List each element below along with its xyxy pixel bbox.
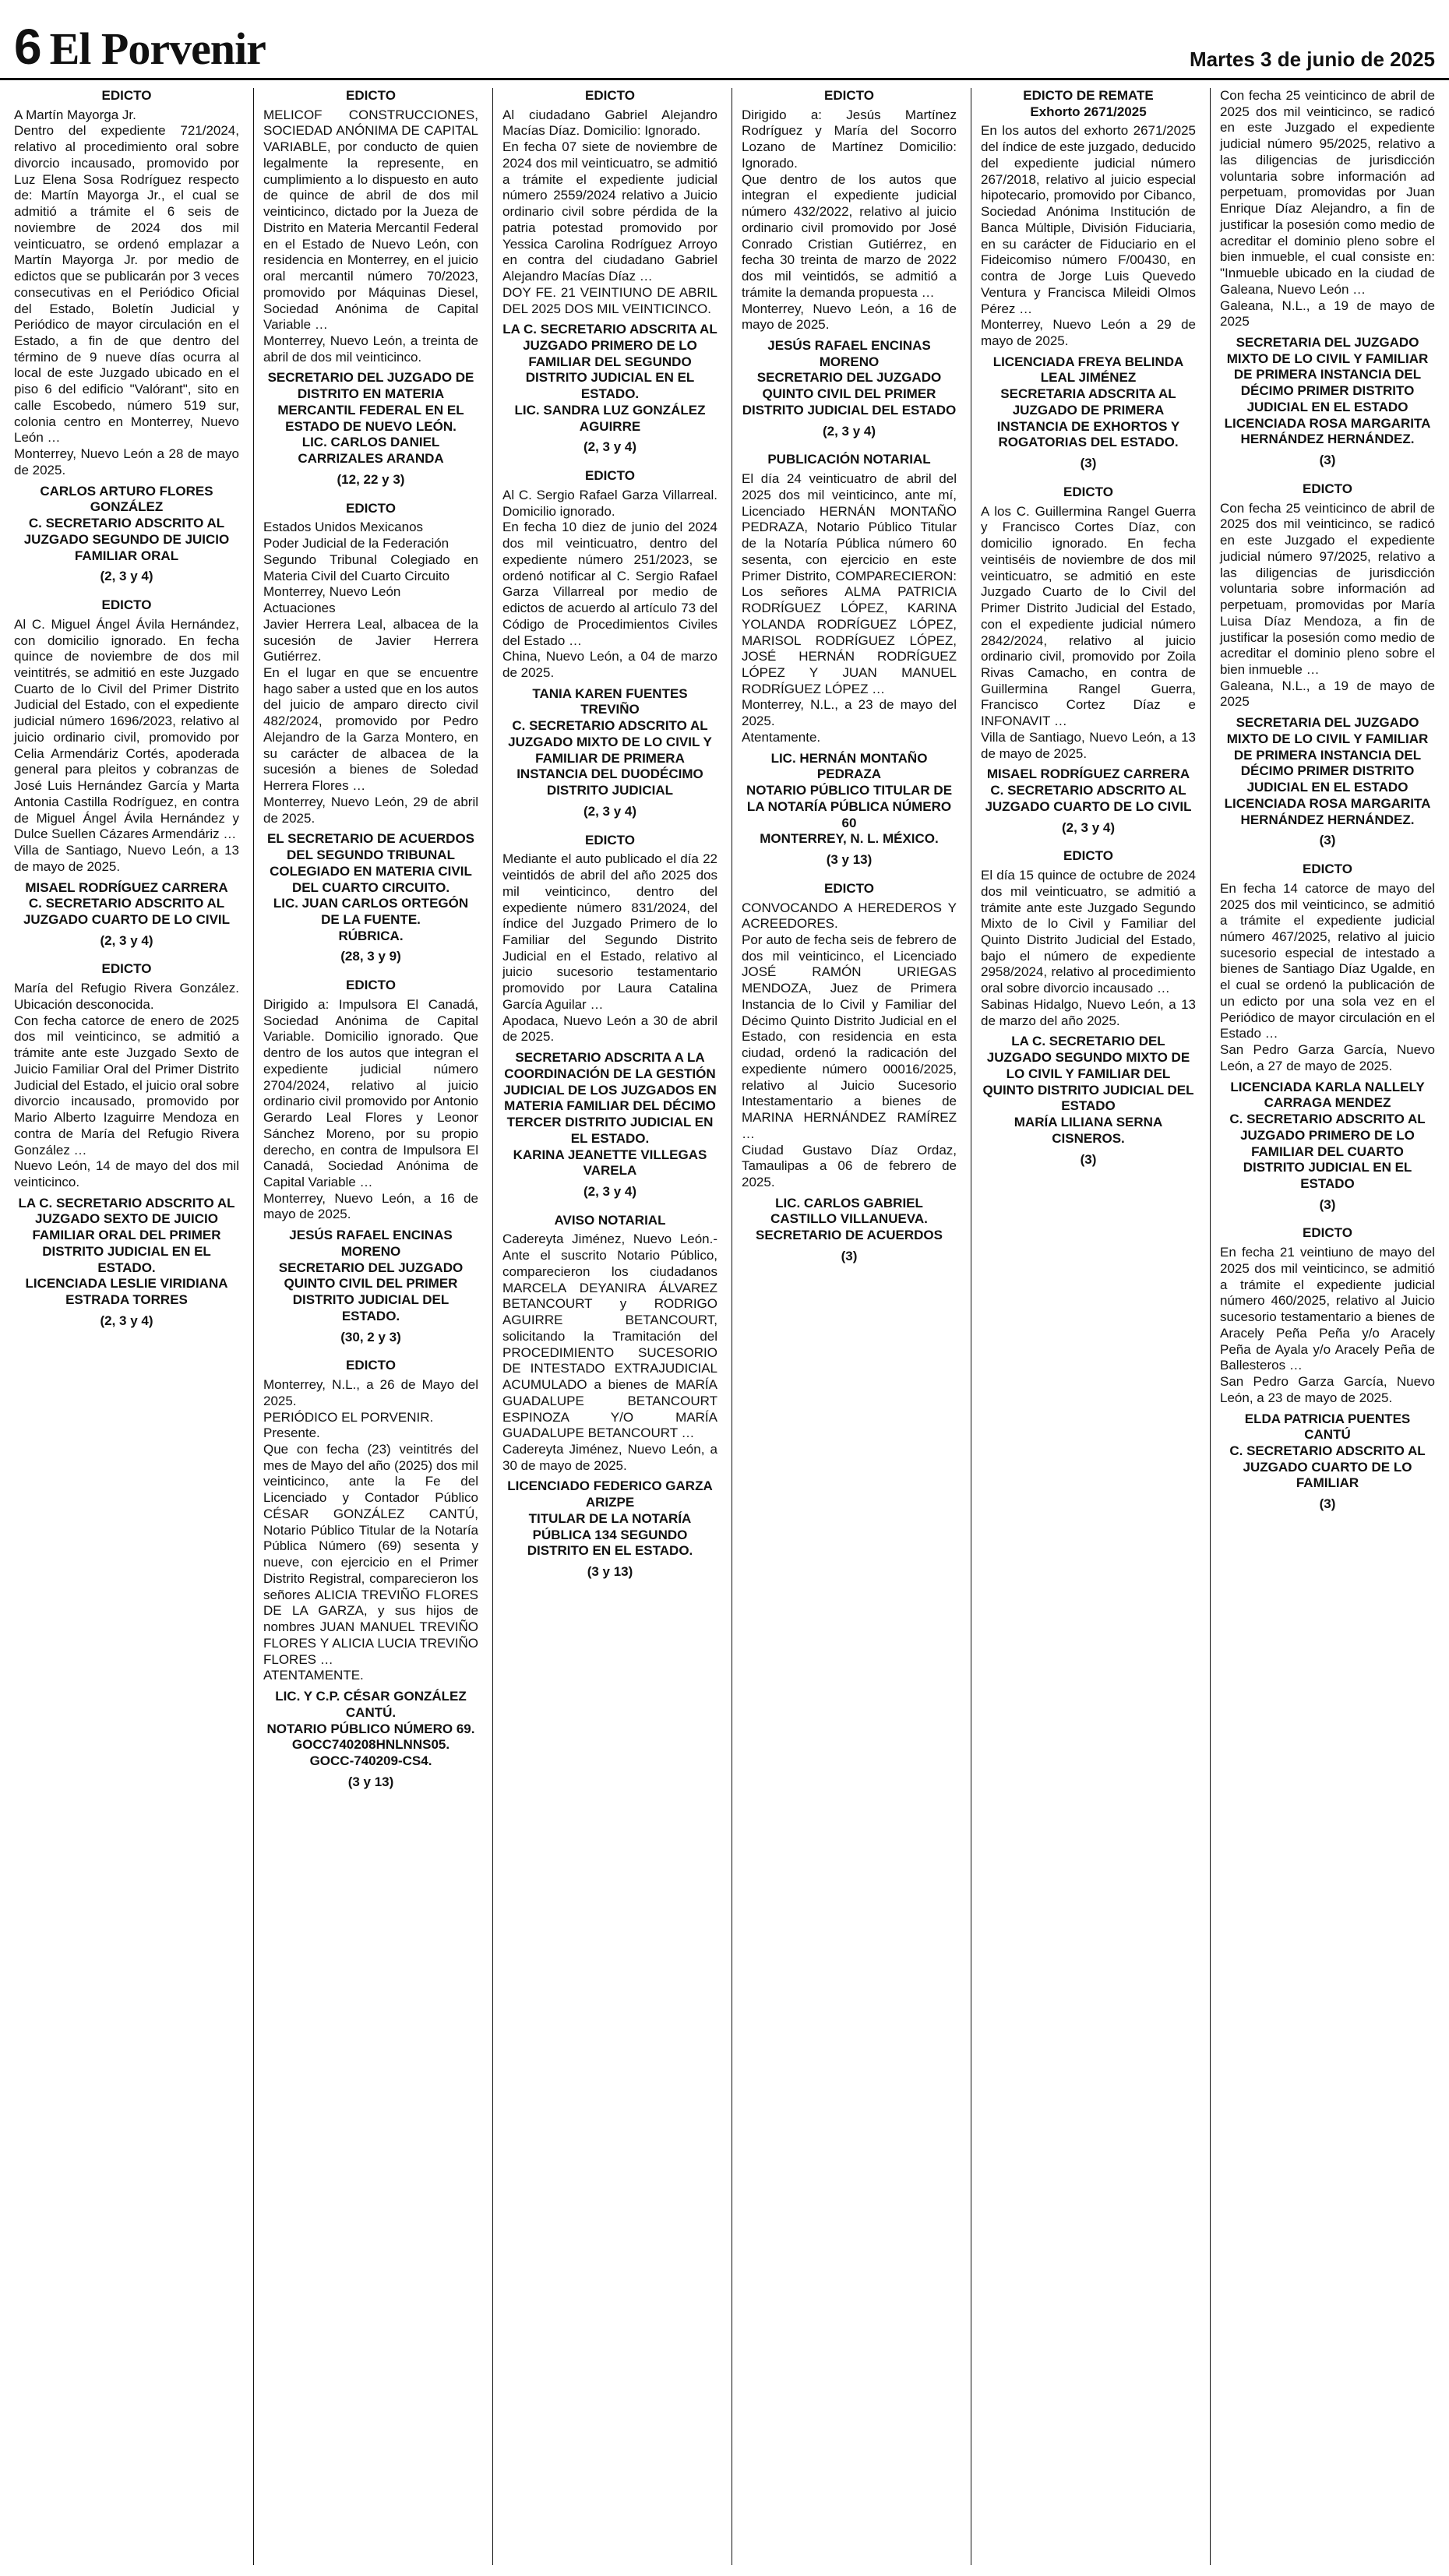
legal-notice <box>502 833 717 1200</box>
issue-date: Martes 3 de junio de 2025 <box>1189 48 1435 71</box>
notice-body: Cadereyta Jiménez, Nuevo León.- Ante el suscrito Notario Público, comparecieron los ciudadanos MARCELA DEYANIRA ÁLVAREZ BETANCOURT y RODRIGO AGUIRRE BETANCOURT, solicitando la Tramitación del PROCEDIMIENTO SUCESORIO DE INTESTADO EXTRAJUDICIAL ACUMULADO a bienes de MARÍA GUADALUPE BETANCOURT ESPINOZA Y/O MARÍA GUADALUPE BETANCOURT … Cadereyta Jiménez, Nuevo León, a 30 de mayo de 2025. <box>502 1232 717 1473</box>
publication-dates: (2, 3 y 4) <box>583 439 637 455</box>
newspaper-name: El Porvenir <box>49 23 266 74</box>
column-2 <box>253 88 478 2565</box>
notice-title: EDICTO <box>585 468 635 484</box>
legal-notice <box>502 88 717 456</box>
legal-notice <box>14 597 239 949</box>
legal-notice <box>1220 481 1435 849</box>
legal-notice <box>14 88 239 585</box>
legal-notice <box>1220 1225 1435 1512</box>
notice-title: EDICTO <box>1063 848 1113 864</box>
notice-title: EDICTO <box>1303 862 1352 877</box>
notice-body: En fecha 14 catorce de mayo del 2025 dos mil veinticinco, se admitió a trámite el expediente judicial número 467/2025, relativo al juicio sucesorio especial de intestado a bienes de Santiago Díaz Ugalde, en el cual se ordenó la publicación de un edicto por una sola vez en el Periódico de mayor circulación en el Estado … San Pedro Garza García, Nuevo León, a 27 de mayo de 2025. <box>1220 880 1435 1073</box>
notice-signature: LA C. SECRETARIO DEL JUZGADO SEGUNDO MIXTO DE LO CIVIL Y FAMILIAR DEL QUINTO DISTRITO JUDICIAL DEL ESTADO MARÍA LILIANA SERNA CISNEROS. <box>982 1034 1194 1146</box>
publication-dates: (2, 3 y 4) <box>100 1313 153 1328</box>
notice-body: MELICOF CONSTRUCCIONES, SOCIEDAD ANÓNIMA DE CAPITAL VARIABLE, por conducto de quien legalmente la represente, en cumplimiento a lo dispuesto en auto de quince de abril de dos mil veinticinco, dictado por la Jueza de Distrito en Materia Mercantil Federal en el Estado de Nuevo León, con residencia en Monterrey, en el juicio oral mercantil número 70/2023, promovido por Máquinas Diesel, Sociedad Anónima de Capital Variable … Monterrey, Nuevo León, a treinta de abril de dos mil veinticinco. <box>263 107 478 365</box>
publication-dates: (3) <box>1080 1151 1097 1167</box>
publication-dates: (3) <box>1319 1496 1336 1512</box>
notice-signature: LICENCIADO FEDERICO GARZA ARIZPE TITULAR DE LA NOTARÍA PÚBLICA 134 SEGUNDO DISTRITO EN EL ESTADO. <box>507 1478 713 1559</box>
notice-signature: EL SECRETARIO DE ACUERDOS DEL SEGUNDO TRIBUNAL COLEGIADO EN MATERIA CIVIL DEL CUARTO CIRCUITO. LIC. JUAN CARLOS ORTEGÓN DE LA FUENTE. RÚBRICA. <box>266 831 475 943</box>
notice-title: EDICTO <box>346 1358 396 1373</box>
legal-notice <box>981 485 1196 836</box>
notice-title: EDICTO <box>824 88 874 103</box>
notice-body: Al C. Miguel Ángel Ávila Hernández, con domicilio ignorado. En fecha quince de noviembre de dos mil veintitrés, se admitió en este Juzgado Cuarto de lo Civil del Primer Distrito Judicial del Estado, con el expediente judicial número 1696/2023, relativo al juicio ordinario civil, promovido por Celia Armendáriz Cortés, apoderada general para pleitos y cobranzas de José Luis Hernández García y Marta Antonia Castilla Rodríguez, en contra de Miguel Ángel Ávila Hernández y Dulce Suellen Cázares Armendáriz … Villa de Santiago, Nuevo León, a 13 de mayo de 2025. <box>14 616 239 874</box>
publication-dates: (3 y 13) <box>587 1564 633 1580</box>
notice-signature: JESÚS RAFAEL ENCINAS MORENO SECRETARIO DEL JUZGADO QUINTO CIVIL DEL PRIMER DISTRITO JUDICIAL DEL ESTADO <box>742 338 957 418</box>
notice-title: EDICTO <box>101 961 152 977</box>
notice-body: A los C. Guillermina Rangel Guerra y Francisco Cortes Díaz, con domicilio ignorado. En fecha veintiséis de noviembre de dos mil veinticuatro, se admitió en este Juzgado Cuarto de lo Civil del Primer Distrito Judicial del Estado, con el expediente judicial número 2842/2024, relativo al juicio ordinario civil, promovido por Zoila Rivas Camacho, en contra de Guillermina Rangel Guerra, Francisco Cortez Díaz e INFONAVIT … Villa de Santiago, Nuevo León, a 13 de mayo de 2025. <box>981 503 1196 761</box>
column-3 <box>492 88 717 2565</box>
notice-body: Mediante el auto publicado el día 22 veintidós de abril del año 2025 dos mil veinticinco, dentro del expediente número 831/2024, del índice del Juzgado Primero de lo Familiar del Segundo Distrito Judicial en el Estado, relativo al juicio sucesorio testamentario promovido por Laura Catalina García Aguilar … Apodaca, Nuevo León a 30 de abril de 2025. <box>502 851 717 1045</box>
notice-body: El día 15 quince de octubre de 2024 dos mil veinticuatro, se admitió a trámite ante este Juzgado Segundo Mixto de lo Civil y Familiar del Quinto Distrito Judicial del Estado, bajo el número de expediente 2958/2024, relativo al procedimiento oral sobre divorcio incausado … Sabinas Hidalgo, Nuevo León, a 13 de marzo del año 2025. <box>981 868 1196 1028</box>
publication-dates: (2, 3 y 4) <box>100 932 153 948</box>
publication-dates: (28, 3 y 9) <box>340 949 401 964</box>
notice-signature: MISAEL RODRÍGUEZ CARRERA C. SECRETARIO ADSCRITO AL JUZGADO CUARTO DE LO CIVIL <box>23 879 231 927</box>
legal-notice <box>502 1213 717 1580</box>
publication-dates: (12, 22 y 3) <box>337 471 405 487</box>
notice-body: Estados Unidos Mexicanos Poder Judicial de la Federación Segundo Tribunal Colegiado en Materia Civil del Cuarto Circuito Monterrey, Nuevo León Actuaciones Javier Herrera Leal, albacea de la sucesión de Javier Herrera Gutiérrez. En el lugar en que se encuentre hago saber a usted que en los autos del juicio de amparo directo civil 482/2024, promovido por Pedro Alejandro de la Garza Montero, en su carácter de albacea de la sucesión a bienes de Soledad Herrera Flores … Monterrey, Nuevo León, 29 de abril de 2025. <box>263 520 478 826</box>
notice-body: En fecha 21 veintiuno de mayo del 2025 dos mil veinticinco, se admitió a trámite el expediente judicial número 460/2025, relativo al Juicio sucesorio testamentario a bienes de Aracely Peña Peña y/o Aracely Peña de Ayala y/o Aracely Peña de Ballesteros … San Pedro Garza García, Nuevo León, a 23 de mayo de 2025. <box>1220 1245 1435 1405</box>
column-4 <box>732 88 957 2565</box>
notice-body: Con fecha 25 veinticinco de abril de 2025 dos mil veinticinco, se radicó en este Juzgado el expediente judicial número 95/2025, relativo a las diligencias de jurisdicción voluntaria sobre información ad perpetuam, promovidas por Juan Enrique Díaz Alejandro, a fin de justificar la posesión como medio de acreditar el dominio pleno sobre el bien inmueble, el cual consiste en: "Inmueble ubicado en la ciudad de Galeana, Nuevo León … Galeana, N.L., a 19 de mayo de 2025 <box>1220 88 1435 329</box>
notice-signature: SECRETARIA DEL JUZGADO MIXTO DE LO CIVIL Y FAMILIAR DE PRIMERA INSTANCIA DEL DÉCIMO PRIMER DISTRITO JUDICIAL EN EL ESTADO LICENCIADA ROSA MARGARITA HERNÁNDEZ HERNÁNDEZ. <box>1224 715 1431 827</box>
page-number: 6 <box>14 19 42 75</box>
publication-dates: (3) <box>1319 453 1336 468</box>
legal-notice <box>263 978 478 1345</box>
notice-signature: LICENCIADA FREYA BELINDA LEAL JIMÉNEZ SECRETARIA ADSCRITA AL JUZGADO DE PRIMERA INSTANCIA DE EXHORTOS Y ROGATORIAS DEL ESTADO. <box>992 354 1184 450</box>
publication-dates: (2, 3 y 4) <box>583 1184 637 1199</box>
legal-notice <box>981 88 1196 472</box>
notice-signature: LA C. SECRETARIO ADSCRITO AL JUZGADO SEXTO DE JUICIO FAMILIAR ORAL DEL PRIMER DISTRITO JUDICIAL EN EL ESTADO. LICENCIADA LESLIE VIRIDIANA ESTRADA TORRES <box>18 1195 235 1308</box>
notice-title: EDICTO <box>346 978 396 993</box>
publication-dates: (3 y 13) <box>347 1774 394 1789</box>
notice-title: EDICTO <box>1303 1225 1352 1241</box>
notice-signature: LIC. Y C.P. CÉSAR GONZÁLEZ CANTÚ. NOTARIO PÚBLICO NÚMERO 69. GOCC740208HNLNNS05. GOCC-740209-CS4. <box>266 1689 475 1768</box>
notice-signature: TANIA KAREN FUENTES TREVIÑO C. SECRETARIO ADSCRITO AL JUZGADO MIXTO DE LO CIVIL Y FAMILIAR DE PRIMERA INSTANCIA DEL DUODÉCIMO DISTRITO JUDICIAL <box>508 685 712 798</box>
notice-body: El día 24 veinticuatro de abril del 2025 dos mil veinticinco, ante mí, Licenciado HERNÁN MONTAÑO PEDRAZA, Notario Público Titular de la Notaría Pública número 60 sesenta, con ejercicio en este Primer Distrito, COMPARECIERON: Los señores ALMA PATRICIA RODRÍGUEZ LÓPEZ, KARINA YOLANDA RODRÍGUEZ LÓPEZ, MARISOL RODRÍGUEZ LÓPEZ, JOSÉ HERNÁN RODRÍGUEZ LÓPEZ Y JUAN MANUEL RODRÍGUEZ LÓPEZ … Monterrey, N.L., a 23 de mayo del 2025. Atentamente. <box>742 471 957 745</box>
notice-title: AVISO NOTARIAL <box>554 1212 666 1228</box>
notice-title: EDICTO <box>824 880 874 896</box>
notice-body: María del Refugio Rivera González. Ubicación desconocida. Con fecha catorce de enero de 2025 dos mil veinticinco, se admitió a trámite ante este Juzgado Sexto de Juicio Familiar Oral del Primer Distrito Judicial del Estado, el juicio oral sobre divorcio incausado, promovido por Mario Alberto Izaguirre Mendoza en contra de María del Refugio Rivera González … Nuevo León, 14 de mayo del dos mil veinticinco. <box>14 981 239 1189</box>
legal-notice <box>742 88 957 439</box>
notice-title: EDICTO <box>1303 481 1352 496</box>
notice-signature: MISAEL RODRÍGUEZ CARRERA C. SECRETARIO ADSCRITO AL JUZGADO CUARTO DE LO CIVIL <box>985 766 1192 814</box>
legal-notice <box>263 501 478 966</box>
notice-body: Con fecha 25 veinticinco de abril de 2025 dos mil veinticinco, se radicó en este Juzgado el expediente judicial número 97/2025, relativo a las diligencias de jurisdicción voluntaria sobre información ad perpetuam, promovidas por María Luisa Díaz Mendoza, a fin de justificar la posesión como medio de acreditar el dominio pleno sobre el bien inmueble … Galeana, N.L., a 19 de mayo de 2025 <box>1220 500 1435 710</box>
notice-signature: LICENCIADA KARLA NALLELY CARRAGA MENDEZ C. SECRETARIO ADSCRITO AL JUZGADO PRIMERO DE LO FAMILIAR DEL CUARTO DISTRITO JUDICIAL EN EL ESTADO <box>1229 1079 1426 1191</box>
notice-body: Al C. Sergio Rafael Garza Villarreal. Domicilio ignorado. En fecha 10 diez de junio del 2024 dos mil veinticuatro, dentro del expediente número 251/2023, se ordenó notificar al C. Sergio Rafael Garza Villarreal por medio de edictos de acuerdo al artículo 73 del Código de Procedimientos Civiles del Estado … China, Nuevo León, a 04 de marzo de 2025. <box>502 487 717 680</box>
publication-dates: (2, 3 y 4) <box>822 423 876 439</box>
notice-body: A Martín Mayorga Jr. Dentro del expediente 721/2024, relativo al procedimiento oral sobre divorcio incausado, promovido por Luz Elena Sosa Rodríguez respecto de: Martín Mayorga Jr., el cual se admitió a trámite el 6 seis de noviembre de 2024 dos mil veinticuatro, se ordenó emplazar a Martín Mayorga Jr. por medio de edictos que se publicarán por 3 veces consecutivas en el Periódico Oficial del Estado, Boletín Judicial y Periódico de mayor circulación en el Estado, a fin de que dentro del término de 9 nueve días ocurra al local de este Juzgado ubicado en el piso 6 del edificio "Valórant", sito en calle Escobedo, número 519 sur, colonia centro en Monterrey, Nuevo León … Monterrey, Nuevo León a 28 de mayo de 2025. <box>14 107 239 477</box>
publication-dates: (2, 3 y 4) <box>1061 819 1116 835</box>
notice-title: EDICTO <box>101 597 152 613</box>
publication-dates: (3) <box>1080 456 1097 471</box>
notice-title: EDICTO <box>346 88 396 103</box>
legal-notice <box>981 848 1196 1168</box>
notice-body: Al ciudadano Gabriel Alejandro Macías Díaz. Domicilio: Ignorado. En fecha 07 siete de noviembre de 2024 dos mil veinticuatro, se admitió a trámite el expediente judicial número 2559/2024 relativo a Juicio ordinario civil sobre pérdida de la patria potestad promovido por Yessica Carolina Rodríguez Arroyo en contra del ciudadano Gabriel Alejandro Macías Díaz … DOY FE. 21 VEINTIUNO DE ABRIL DEL 2025 DOS MIL VEINTICINCO. <box>502 107 717 316</box>
legal-notice <box>1220 88 1435 469</box>
legal-notice <box>263 88 478 488</box>
legal-notice <box>263 1358 478 1790</box>
notice-signature: LA C. SECRETARIO ADSCRITA AL JUZGADO PRIMERO DE LO FAMILIAR DEL SEGUNDO DISTRITO JUDICIAL EN EL ESTADO. LIC. SANDRA LUZ GONZÁLEZ AGUIRRE <box>502 322 717 434</box>
column-1 <box>14 88 239 2565</box>
notice-signature: JESÚS RAFAEL ENCINAS MORENO SECRETARIO DEL JUZGADO QUINTO CIVIL DEL PRIMER DISTRITO JUDICIAL DEL ESTADO. <box>278 1228 464 1323</box>
column-5 <box>971 88 1196 2565</box>
notice-body: Dirigido a: Impulsora El Canadá, Sociedad Anónima de Capital Variable. Domicilio ignorado. Que dentro de los autos que integran el expediente judicial número 2704/2024, relativo al juicio ordinario civil promovido por Antonio Gerardo Leal Flores y Leonor Sánchez Moreno, por su propio derecho, en contra de Impulsora El Canadá, Sociedad Anónima de Capital Variable … Monterrey, Nuevo León, a 16 de mayo de 2025. <box>263 996 478 1222</box>
publication-dates: (3) <box>1319 833 1336 848</box>
publication-dates: (2, 3 y 4) <box>100 569 153 584</box>
notice-title: PUBLICACIÓN NOTARIAL <box>767 452 931 467</box>
brand <box>14 19 266 75</box>
publication-dates: (3) <box>841 1248 858 1263</box>
notice-body: Dirigido a: Jesús Martínez Rodríguez y María del Socorro Lozano de Martínez Domicilio: Ignorado. Que dentro de los autos que integran el expediente judicial número 432/2022, relativo al juicio ordinario civil promovido por José Conrado Cristian Gutiérrez, en fecha 30 treinta de marzo de 2022 dos mil veintidós, se admitió a trámite la demanda propuesta … Monterrey, Nuevo León, a 16 de mayo de 2025. <box>742 107 957 333</box>
publication-dates: (30, 2 y 3) <box>340 1329 401 1344</box>
notice-signature: LIC. HERNÁN MONTAÑO PEDRAZA NOTARIO PÚBLICO TITULAR DE LA NOTARÍA PÚBLICA NÚMERO 60 MONTERREY, N. L. MÉXICO. <box>746 750 953 847</box>
notice-title: EDICTO <box>101 88 152 103</box>
notice-body: CONVOCANDO A HEREDEROS Y ACREEDORES. Por auto de fecha seis de febrero de dos mil veinticinco, el Licenciado JOSÉ RAMÓN URIEGAS MENDOZA, Juez de Primera Instancia de lo Civil y Familiar del Décimo Quinto Distrito Judicial en el Estado, con residencia en esta ciudad, ordenó la radicación del expediente número 00016/2025, relativo al Juicio Sucesorio Intestamentario a bienes de MARINA HERNÁNDEZ RAMÍREZ … Ciudad Gustavo Díaz Ordaz, Tamaulipas a 06 de febrero de 2025. <box>742 900 957 1189</box>
legal-notice <box>14 961 239 1329</box>
notice-title: EDICTO <box>585 832 635 848</box>
notice-signature: LIC. CARLOS GABRIEL CASTILLO VILLANUEVA. SECRETARIO DE ACUERDOS <box>756 1195 943 1243</box>
masthead <box>0 0 1449 80</box>
notice-signature: SECRETARIA DEL JUZGADO MIXTO DE LO CIVIL Y FAMILIAR DE PRIMERA INSTANCIA DEL DÉCIMO PRIMER DISTRITO JUDICIAL EN EL ESTADO LICENCIADA ROSA MARGARITA HERNÁNDEZ HERNÁNDEZ. <box>1224 335 1431 447</box>
notice-signature: SECRETARIO DEL JUZGADO DE DISTRITO EN MATERIA MERCANTIL FEDERAL EN EL ESTADO DE NUEVO LEÓN. LIC. CARLOS DANIEL CARRIZALES ARANDA <box>267 370 474 467</box>
notice-body: Monterrey, N.L., a 26 de Mayo del 2025. PERIÓDICO EL PORVENIR. Presente. Que con fecha (23) veintitrés del mes de Mayo del año (2025) dos mil veinticinco, ante la Fe del Licenciado y Contador Público CÉSAR GONZÁLEZ CANTÚ, Notario Público Titular de la Notaría Pública Número (69) sesenta y nueve, con ejercicio en el Primer Distrito Registral, comparecieron los señores ALICIA TREVIÑO FLORES DE LA GARZA, y sus hijos de nombres JUAN MANUEL TREVIÑO FLORES Y ALICIA LUCIA TREVIÑO FLORES … ATENTAMENTE. <box>263 1377 478 1683</box>
notice-title: EDICTO <box>346 500 396 516</box>
notice-title: EDICTO <box>1063 484 1113 499</box>
notice-signature: ELDA PATRICIA PUENTES CANTÚ C. SECRETARIO ADSCRITO AL JUZGADO CUARTO DE LO FAMILIAR <box>1229 1411 1426 1491</box>
legal-notice <box>742 881 957 1265</box>
notice-title: EDICTO DE REMATE Exhorto 2671/2025 <box>1023 88 1154 119</box>
publication-dates: (3 y 13) <box>826 852 873 868</box>
notice-body: En los autos del exhorto 2671/2025 del índice de este juzgado, deducido del expediente judicial número 267/2018, relativo al juicio especial hipotecario, promovido por Cibanco, Sociedad Anónima Institución de Banca Múltiple, División Fiduciaria, en su carácter de Fiduciario en el Fideicomiso número F/00430, en contra de Jorge Luis Quevedo Ventura y Francisca Mileidi Olmos Pérez … Monterrey, Nuevo León a 29 de mayo de 2025. <box>981 123 1196 349</box>
notice-title: EDICTO <box>585 88 635 103</box>
column-6 <box>1210 88 1435 2565</box>
legal-notice <box>742 452 957 868</box>
notice-signature: CARLOS ARTURO FLORES GONZÁLEZ C. SECRETARIO ADSCRITO AL JUZGADO SEGUNDO DE JUICIO FAMILIAR ORAL <box>23 483 230 563</box>
legal-notice <box>502 468 717 819</box>
publication-dates: (3) <box>1319 1196 1336 1212</box>
notice-columns <box>0 80 1449 2573</box>
publication-dates: (2, 3 y 4) <box>583 803 637 819</box>
notice-signature: SECRETARIO ADSCRITA A LA COORDINACIÓN DE LA GESTIÓN JUDICIAL DE LOS JUZGADOS EN MATERIA FAMILIAR DEL DÉCIMO TERCER DISTRITO JUDICIAL EN EL ESTADO. KARINA JEANETTE VILLEGAS VARELA <box>503 1050 717 1179</box>
legal-notice <box>1220 862 1435 1213</box>
